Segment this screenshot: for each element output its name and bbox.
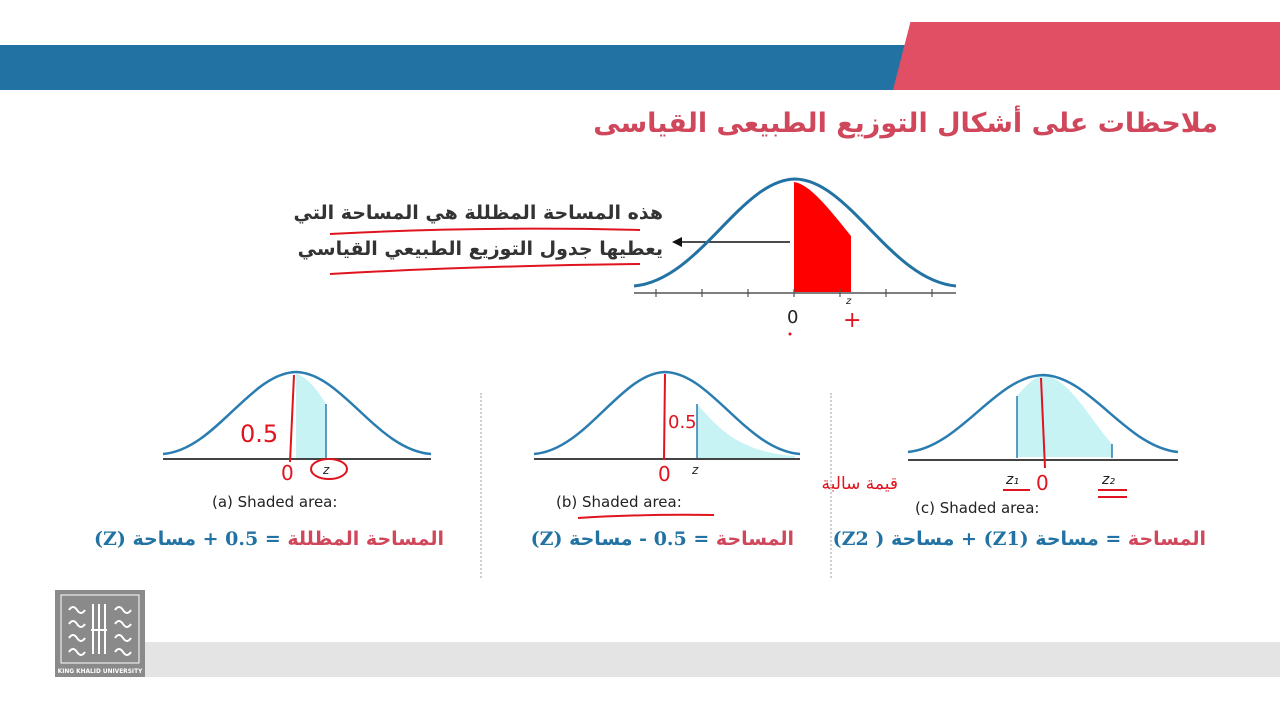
panel-a-shaded [296, 374, 326, 458]
panel-b-z-label: z [692, 463, 699, 477]
main-dot [789, 333, 792, 336]
main-shaded-area [794, 182, 851, 292]
panel-c-formula-word1: مساحة [1035, 528, 1099, 550]
main-plus-mark: + [843, 308, 862, 333]
panel-c-handwritten-note: قيمة سالبة [821, 474, 898, 494]
note-line-1: هذه المساحة المظللة هي المساحة التي [293, 202, 663, 224]
panel-b-caption-underline [578, 515, 714, 518]
handwritten-underline-1 [330, 229, 640, 234]
panel-a-diagram [163, 372, 431, 485]
panel-a-formula-var: (Z) [94, 528, 126, 550]
panel-a-formula-num: 0.5 [225, 528, 259, 550]
panel-a-handwritten-value: 0.5 [240, 420, 279, 448]
logo-emblem-icon [55, 590, 145, 677]
panel-b-formula-var: (Z) [530, 528, 563, 550]
panel-c-formula-label: المساحة [1127, 528, 1206, 550]
panel-c-diagram [822, 375, 1178, 497]
pointer-arrow-head [672, 237, 682, 247]
panel-c-formula: المساحة = مساحة (Z1) + مساحة ( Z2) [832, 528, 1206, 550]
panel-a-zero-label: 0 [281, 461, 294, 485]
panel-a-caption: (a) Shaded area: [212, 493, 338, 511]
main-z-label: z [846, 296, 852, 307]
panel-c-z2-label: z₂ [1102, 472, 1115, 488]
panel-b-formula-num: 0.5 [653, 528, 687, 550]
panel-a-formula-word: مساحة [132, 528, 196, 550]
panel-b-formula-label: المساحة [715, 528, 794, 550]
panel-b-handwritten-mean [664, 374, 665, 460]
panel-c-shaded [1017, 375, 1112, 457]
panel-c-z1-label: z₁ [1006, 472, 1019, 488]
panel-divider-1 [480, 393, 482, 578]
logo-text: KING KHALID UNIVERSITY [57, 667, 143, 675]
main-zero-label: 0 [787, 307, 799, 328]
handwritten-underline-2 [330, 264, 640, 274]
university-logo [55, 590, 145, 677]
panel-b-caption: (b) Shaded area: [556, 493, 682, 511]
panel-c-formula-word2: مساحة [890, 528, 955, 550]
slide-title: ملاحظات على أشكال التوزيع الطبيعى القياسى [593, 108, 1218, 139]
note-line-2: يعطيها جدول التوزيع الطبيعي القياسي [297, 238, 663, 260]
panel-c-caption: (c) Shaded area: [915, 499, 1040, 517]
panel-b-zero-label: 0 [658, 462, 671, 486]
panel-a-z-label: z [323, 463, 330, 477]
panel-b-handwritten-value: 0.5 [668, 412, 697, 433]
footer-band [145, 642, 1280, 677]
panel-a-formula-label: المساحة المظللة [287, 528, 444, 550]
panel-b-formula-word: مساحة [569, 528, 633, 550]
panel-c-formula-var2: ( Z2) [832, 528, 885, 550]
panel-c-zero-label: 0 [1036, 471, 1049, 495]
panel-divider-2 [830, 393, 832, 578]
panel-a-formula: المساحة المظللة = 0.5 + مساحة (Z) [94, 528, 444, 550]
panel-a-handwritten-mean [290, 375, 294, 462]
panel-c-formula-var1: (Z1) [983, 528, 1029, 550]
panel-b-formula: المساحة = 0.5 - مساحة (Z) [530, 528, 794, 550]
